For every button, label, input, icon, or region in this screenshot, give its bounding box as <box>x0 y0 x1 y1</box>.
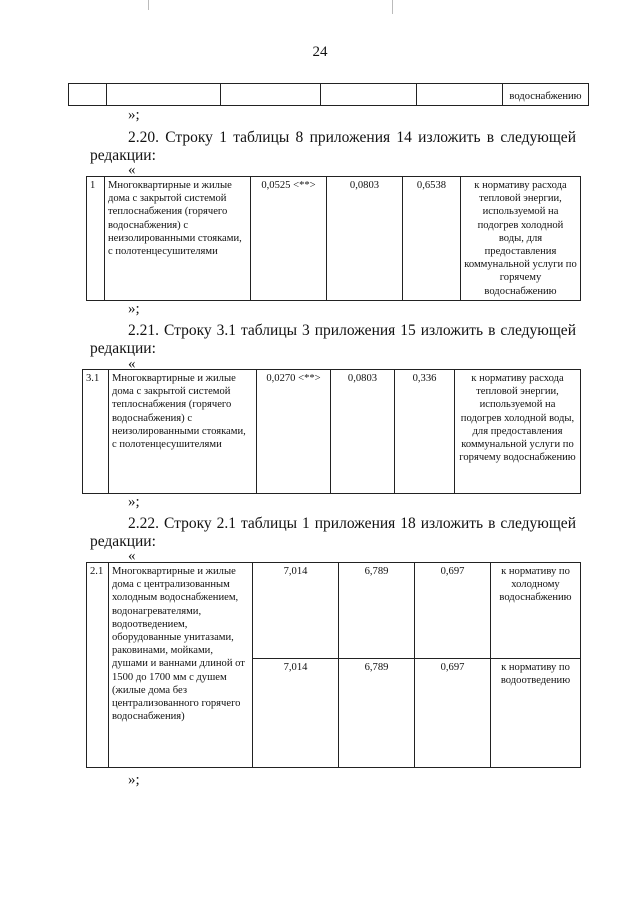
opening-quote: « <box>128 356 136 372</box>
closing-quote: »; <box>128 301 140 317</box>
value-3: 0,697 <box>415 659 491 768</box>
table-row-2-21 <box>82 369 581 494</box>
table-cell <box>321 84 417 106</box>
paragraph-2-21-cont: редакции: <box>90 340 156 357</box>
value-3: 0,6538 <box>403 177 461 301</box>
row-note: к нормативу расхода тепловой энергии, используемой на подогрев холодной воды, для предоставления коммунальной услуги по горячему водоснабжению <box>455 370 581 494</box>
value-2: 6,789 <box>339 563 415 659</box>
row-description: Многоквартирные и жилые дома с закрытой системой теплоснабжения (горячего водоснабжения) с неизолированными стояками, с полотенцесушителями <box>109 370 257 494</box>
closing-quote: »; <box>128 494 140 510</box>
row-note: к нормативу по холодному водоснабжению <box>491 563 581 659</box>
paragraph-2-20-cont: редакции: <box>90 147 156 164</box>
row-note: к нормативу расхода тепловой энергии, используемой на подогрев холодной воды, для предоставления коммунальной услуги по горячему водоснабжению <box>461 177 581 301</box>
scan-artifact <box>392 0 393 14</box>
row-number: 1 <box>87 177 105 301</box>
table-cell <box>69 84 107 106</box>
value-2: 0,0803 <box>331 370 395 494</box>
paragraph-2-22-cont: редакции: <box>90 533 156 550</box>
row-number: 3.1 <box>83 370 109 494</box>
page-number: 24 <box>312 44 328 60</box>
table-cell <box>221 84 321 106</box>
table-row-2-20 <box>86 176 581 301</box>
closing-quote: »; <box>128 772 140 788</box>
paragraph-2-22: 2.22. Строку 2.1 таблицы 1 приложения 18 изложить в следующей <box>128 515 576 532</box>
value-3: 0,697 <box>415 563 491 659</box>
value-1: 0,0270 <**> <box>257 370 331 494</box>
table-cell-note: водоснабжению <box>503 84 589 106</box>
scan-artifact <box>148 0 149 10</box>
value-2: 6,789 <box>339 659 415 768</box>
row-number: 2.1 <box>87 563 109 768</box>
value-1: 0,0525 <**> <box>251 177 327 301</box>
table-cell <box>417 84 503 106</box>
row-description: Многоквартирные и жилые дома с закрытой системой теплоснабжения (горячего водоснабжения) с неизолированными стояками, с полотенцесушителями <box>105 177 251 301</box>
closing-quote: »; <box>128 107 140 123</box>
value-1: 7,014 <box>253 659 339 768</box>
table-row-2-22 <box>86 562 581 768</box>
paragraph-2-20: 2.20. Строку 1 таблицы 8 приложения 14 изложить в следующей <box>128 129 576 146</box>
value-3: 0,336 <box>395 370 455 494</box>
previous-table-tail <box>68 83 589 106</box>
row-description: Многоквартирные и жилые дома с централизованным холодным водоснабжением, водонагревателями, водоотведением, оборудованные унитазами, раковинами, мойками, душами и ваннами длиной от 1500 до 1700 мм с душем (жилые дома без централизованного горячего водоснабжения) <box>109 563 253 768</box>
value-2: 0,0803 <box>327 177 403 301</box>
row-note: к нормативу по водоотведению <box>491 659 581 768</box>
paragraph-2-21: 2.21. Строку 3.1 таблицы 3 приложения 15 изложить в следующей <box>128 322 576 339</box>
value-1: 7,014 <box>253 563 339 659</box>
opening-quote: « <box>128 548 136 564</box>
table-cell <box>107 84 221 106</box>
opening-quote: « <box>128 162 136 178</box>
